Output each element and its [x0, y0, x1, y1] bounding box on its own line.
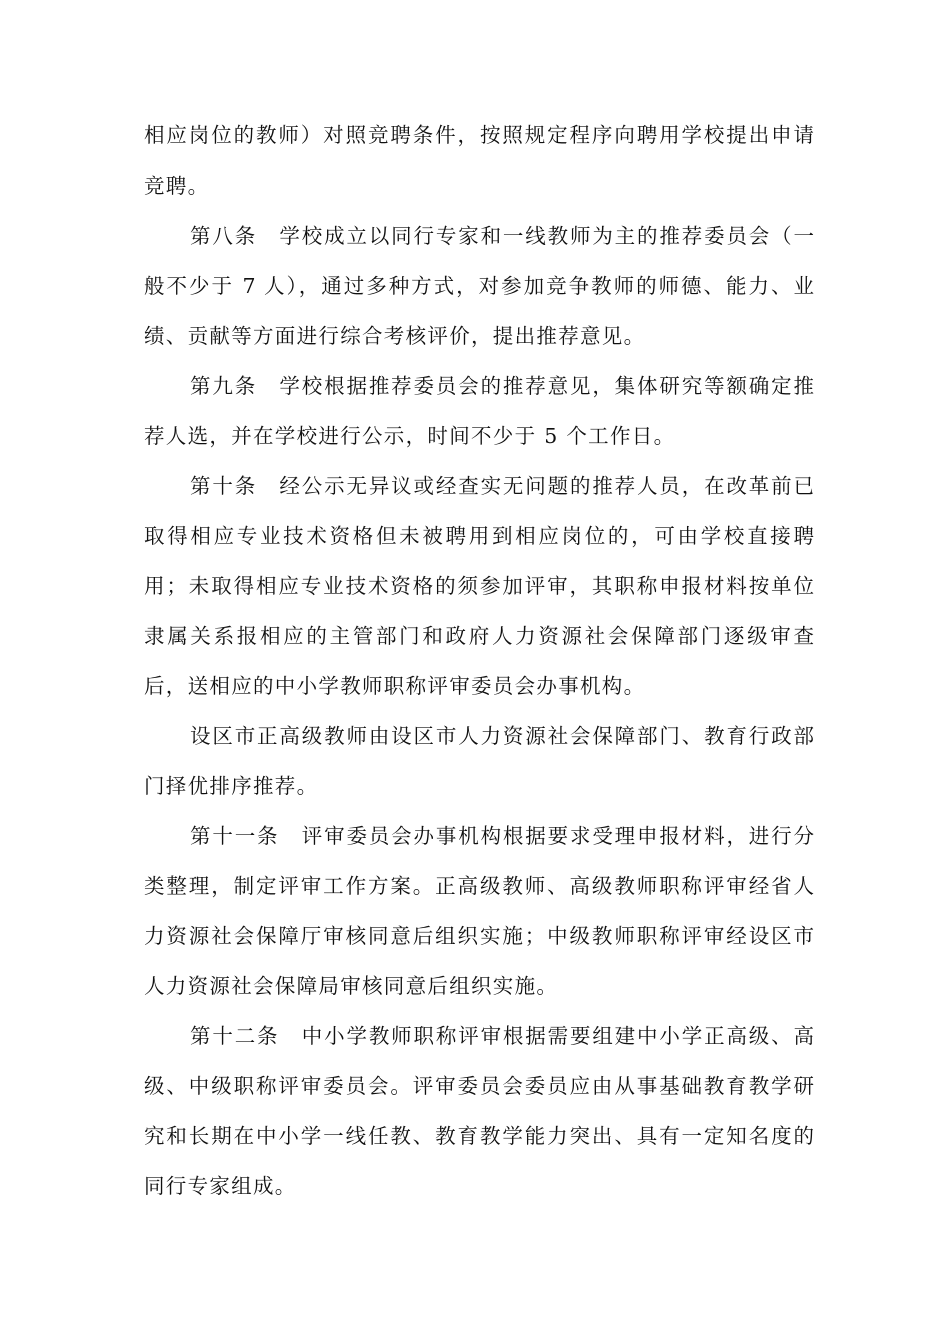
text-line-4: 般不少于 7 人），通过多种方式，对参加竞争教师的师德、能力、业: [144, 274, 814, 298]
text-line-22: 同行专家组成。: [144, 1174, 297, 1198]
text-line-13: 设区市正高级教师由设区市人力资源社会保障部门、教育行政部: [190, 724, 814, 748]
text-line-15: 第十一条 评审委员会办事机构根据要求受理申报材料，进行分: [190, 824, 814, 848]
text-line-11: 隶属关系报相应的主管部门和政府人力资源社会保障部门逐级审查: [144, 624, 814, 648]
text-line-21: 究和长期在中小学一线任教、教育教学能力突出、具有一定知名度的: [144, 1124, 814, 1148]
text-line-5: 绩、贡献等方面进行综合考核评价，提出推荐意见。: [144, 324, 646, 348]
text-line-14: 门择优排序推荐。: [144, 774, 319, 798]
text-line-17: 力资源社会保障厅审核同意后组织实施；中级教师职称评审经设区市: [144, 924, 814, 948]
text-line-16: 类整理，制定评审工作方案。正高级教师、高级教师职称评审经省人: [144, 874, 814, 898]
text-line-18: 人力资源社会保障局审核同意后组织实施。: [144, 974, 559, 998]
text-line-6: 第九条 学校根据推荐委员会的推荐意见，集体研究等额确定推: [190, 374, 814, 398]
text-line-20: 级、中级职称评审委员会。评审委员会委员应由从事基础教育教学研: [144, 1074, 814, 1098]
text-line-12: 后，送相应的中小学教师职称评审委员会办事机构。: [144, 674, 646, 698]
text-line-3: 第八条 学校成立以同行专家和一线教师为主的推荐委员会（一: [190, 224, 814, 248]
text-line-9: 取得相应专业技术资格但未被聘用到相应岗位的，可由学校直接聘: [144, 524, 814, 548]
text-line-7: 荐人选，并在学校进行公示，时间不少于 5 个工作日。: [144, 424, 676, 448]
text-line-2: 竞聘。: [144, 174, 210, 198]
text-line-1: 相应岗位的教师）对照竞聘条件，按照规定程序向聘用学校提出申请: [144, 123, 814, 147]
text-line-10: 用；未取得相应专业技术资格的须参加评审，其职称申报材料按单位: [144, 574, 814, 598]
text-line-8: 第十条 经公示无异议或经查实无问题的推荐人员，在改革前已: [190, 474, 814, 498]
text-line-19: 第十二条 中小学教师职称评审根据需要组建中小学正高级、高: [190, 1024, 814, 1048]
